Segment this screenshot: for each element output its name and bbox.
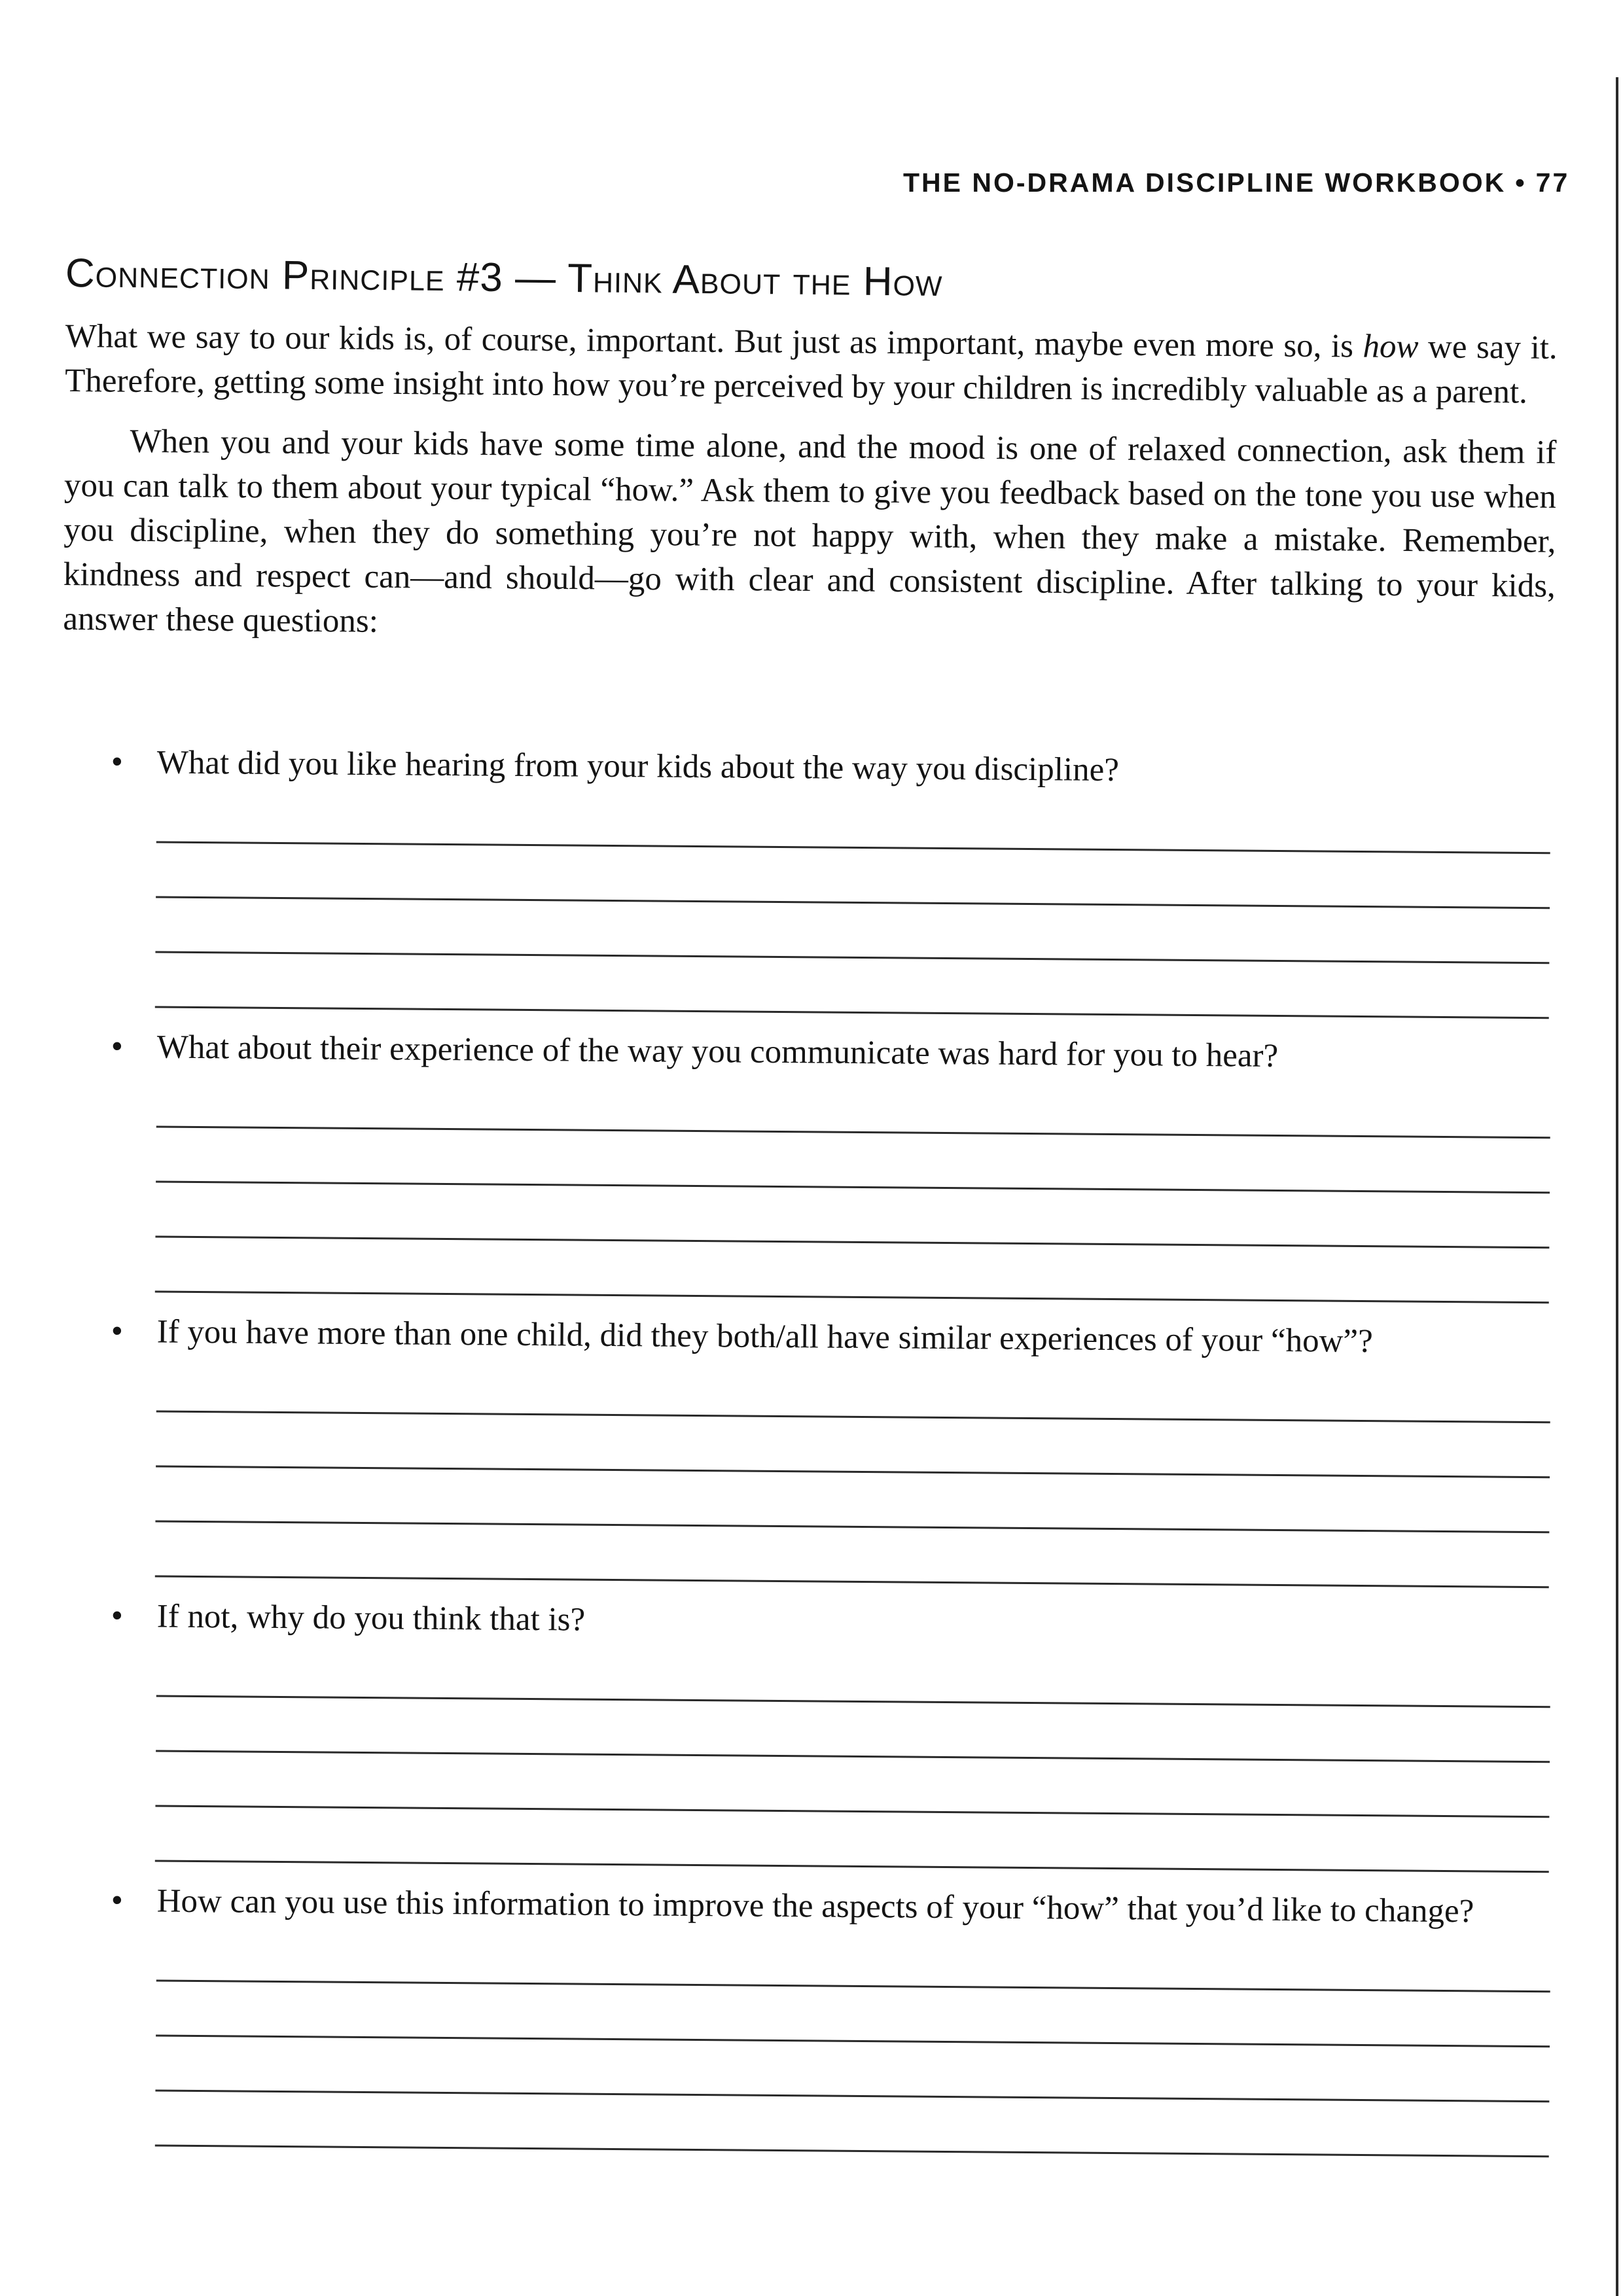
answer-lines <box>155 1651 1550 1873</box>
bullet-point: • <box>111 1027 124 1066</box>
answer-lines <box>155 1936 1550 2158</box>
question-text: What about their experience of the way you communicate was hard for you to hear? <box>156 1029 1279 1075</box>
bullet-point: • <box>111 1597 124 1635</box>
intro-paragraph-1-end: we say it. Therefore, getting some insight into how you’re perceived by your children is incredibly valuable as a parent. <box>64 328 1558 411</box>
page-number: 77 <box>1535 168 1570 198</box>
answer-lines <box>155 1367 1550 1589</box>
question-text: How can you use this information to improve the aspects of your “how” that you’d like to change? <box>156 1882 1474 1930</box>
intro-paragraph-2: When you and your kids have some time alone, and the mood is one of relaxed connection, ask them if you can talk to them about your typical “how.” Ask them to give you feedback based on the tone you use when you discipline, when they do something you’re not happy with, when they make a mistake. Remember, kindness and respect can—and should—go with clear and consistent discipline. After talking to your kids, answer these questions: <box>63 423 1557 640</box>
question-prompt <box>111 1593 1550 1650</box>
answer-line[interactable] <box>155 2092 1550 2158</box>
question-prompt <box>111 1309 1550 1366</box>
header-separator: • <box>1515 168 1527 198</box>
intro-text <box>63 314 1558 653</box>
bullet-point: • <box>111 1881 124 1920</box>
answer-lines <box>155 798 1550 1019</box>
answer-line[interactable] <box>155 1238 1550 1304</box>
intro-emphasis-how: how <box>1363 328 1419 366</box>
question-block-1 <box>109 739 1551 1019</box>
question-block-3 <box>109 1309 1551 1588</box>
running-header <box>903 168 1570 198</box>
answer-line[interactable] <box>155 1523 1550 1589</box>
bullet-point: • <box>111 1312 124 1351</box>
section-title: Connection Principle #3 — Think About the How <box>65 251 943 306</box>
question-text: If you have more than one child, did they both/all have similar experiences of your “how”? <box>156 1313 1373 1360</box>
question-block-5 <box>109 1878 1551 2157</box>
question-text: If not, why do you think that is? <box>156 1598 586 1638</box>
answer-line[interactable] <box>155 953 1550 1019</box>
answer-lines <box>155 1082 1550 1304</box>
answer-line[interactable] <box>155 1807 1550 1873</box>
question-prompt <box>111 739 1550 796</box>
question-block-4 <box>109 1593 1551 1873</box>
book-title: THE NO-DRAMA DISCIPLINE WORKBOOK <box>903 168 1507 198</box>
intro-paragraph-1 <box>65 314 1558 415</box>
question-text: What did you like hearing from your kids about the way you discipline? <box>156 744 1120 789</box>
intro-paragraph-1-start: What we say to our kids is, of course, important. But just as important, maybe even more so, is <box>65 317 1363 365</box>
bullet-point: • <box>111 743 124 781</box>
page-edge-line <box>1616 77 1618 2296</box>
question-prompt <box>111 1024 1550 1081</box>
question-block-2 <box>109 1024 1551 1303</box>
question-prompt <box>111 1878 1550 1935</box>
